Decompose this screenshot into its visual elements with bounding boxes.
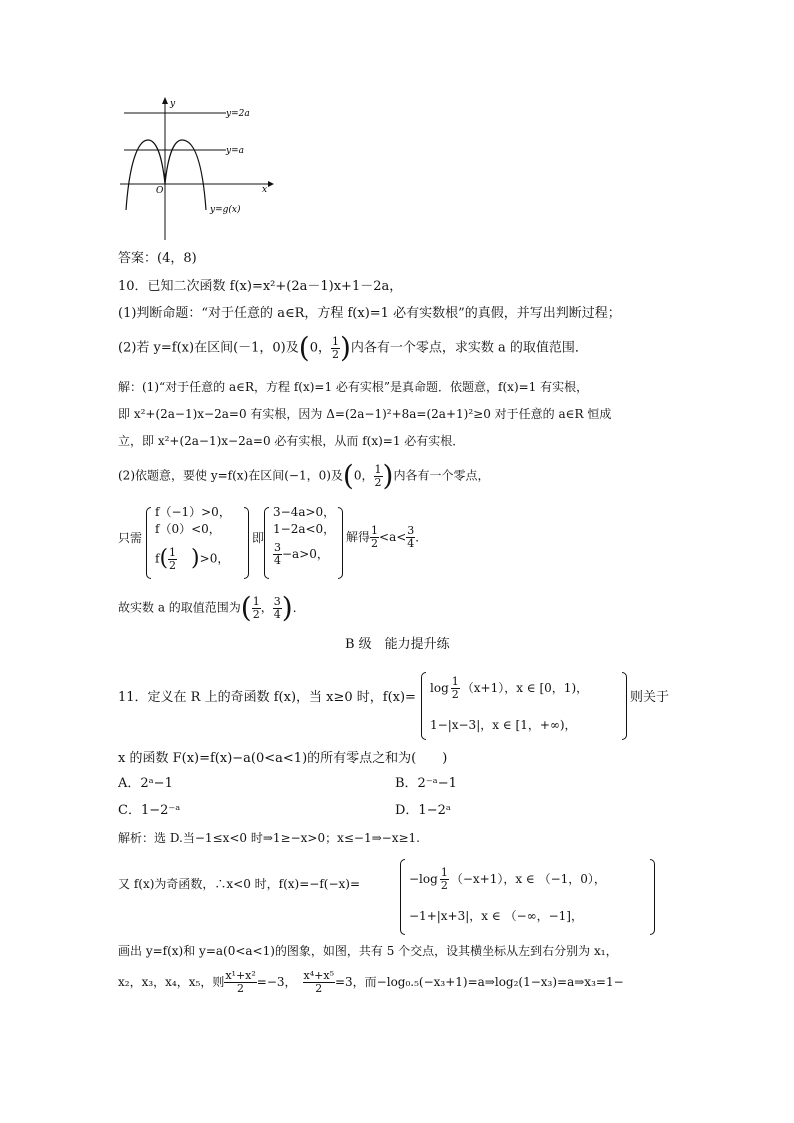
q10-stem: 10．已知二次函数 f(x)=x²+(2a－1)x+1－2a， xyxy=(118,279,403,294)
q10-part2: (2)若 y=f(x)在区间(－1，0)及(0， $\frac{1}{2}$ )内各有一个零点，求实数 a 的取值范围． xyxy=(118,331,588,364)
q10-part2-b: 0， xyxy=(309,340,331,356)
option-b: B．2⁻ᵃ−1 xyxy=(395,776,457,791)
option-c: C．1−2⁻ᵃ xyxy=(118,803,181,818)
origin-label: O xyxy=(156,186,164,196)
q10-part2-a: (2)若 y=f(x)在区间(－1，0)及 xyxy=(118,340,299,356)
fraction-half: $\frac{1}{2}$ xyxy=(331,334,339,361)
sol11-line4: x₂，x₃，x₄，x₅，则 $\frac{\text{x¹+x²}}{2}$ =−3， $\frac{\text{x⁴+x⁵}}{2}$ =3，而−log₀.₅(−x₃+1)=a⇒log₂(1−x₃)=a⇒x₃=1− xyxy=(118,969,624,995)
sol11-line3: 画出 y=f(x)和 y=a(0<a<1)的图象，如图，共有 5 个交点，设其横坐标从左到右分别为 x₁， xyxy=(118,944,618,958)
sol10-line1: 解：(1)“对于任意的 a∈R，方程 f(x)=1 必有实根”是真命题．依题意，f(x)=1 有实根， xyxy=(118,380,589,394)
cond-d1: 3−4a>0， xyxy=(273,505,336,519)
sol10-line2: 即 x²+(2a−1)x−2a=0 有实根，因为 Δ=(2a−1)²+8a=(2a+1)²≥0 对于任意的 a∈R 恒成 xyxy=(118,407,612,421)
q11-stem-a: 11．定义在 R 上的奇函数 f(x)，当 x≥0 时，f(x)= xyxy=(118,690,416,705)
x-axis-label: x xyxy=(262,185,268,195)
cond-1: f（−1）>0， xyxy=(155,505,231,519)
sol11-case2: −1+|x+3|，x ∈ （−∞，−1]， xyxy=(409,909,583,923)
x-axis-arrow xyxy=(268,181,274,187)
sol11-case1: −log $\frac{1}{2}$ （−x+1），x ∈ （−1，0）， xyxy=(409,866,606,892)
answer-9: 答案：(4，8) xyxy=(118,251,197,266)
q11-case2: 1−|x−3|，x ∈ [1，+∞)， xyxy=(430,718,577,732)
q11-stem-c: x 的函数 F(x)=f(x)−a(0<a<1)的所有零点之和为( ) xyxy=(118,751,448,766)
label-y-a: y=a xyxy=(226,146,244,156)
function-graph xyxy=(118,95,278,245)
option-a: A．2ᵃ−1 xyxy=(118,776,173,791)
sol10-final: 故实数 a 的取值范围为( $\frac{1}{2}$ ， $\frac{3}{4}$ )． xyxy=(118,591,305,624)
q11-stem-b: 则关于 xyxy=(630,690,670,705)
y-axis-label: y xyxy=(170,99,176,109)
section-title: B 级 能力提升练 xyxy=(345,637,450,652)
ji: 即 xyxy=(252,531,265,545)
label-y-2a: y=2a xyxy=(226,109,250,119)
sol10-line3: 立，即 x²+(2a−1)x−2a=0 必有实根，从而 f(x)=1 必有实根． xyxy=(118,434,465,448)
q11-case1: log $\frac{1}{2}$ （x+1），x ∈ [0，1)， xyxy=(430,675,589,701)
only-need: 只需 xyxy=(118,531,143,545)
sol11-line2: 又 f(x)为奇函数，∴x<0 时，f(x)=−f(−x)= xyxy=(118,877,361,891)
option-d: D．1−2ᵃ xyxy=(395,803,451,818)
q10-part1: (1)判断命题：“对于任意的 a∈R，方程 f(x)=1 必有实数根”的真假，并写出判断过程； xyxy=(118,306,621,321)
cond-d2: 1−2a<0， xyxy=(273,522,336,536)
q10-part2-c: 内各有一个零点，求实数 a 的取值范围． xyxy=(350,340,588,356)
solve: 解得 $\frac{1}{2}$ <a< $\frac{3}{4}$ ． xyxy=(346,524,428,550)
cond-2: f（0）<0， xyxy=(155,522,221,536)
sol10-line4: (2)依题意，要使 y=f(x)在区间(−1，0)及(0， $\frac{1}{2}$ )内各有一个零点， xyxy=(118,459,490,492)
sol11-line1: 解析：选 D.当−1≤x<0 时⇒1≥−x>0；x≤−1⇒−x≥1. xyxy=(118,831,420,845)
cond-d3: $\frac{3}{4}$ −a>0， xyxy=(274,541,329,567)
cond-3: f( $\frac{1}{2}$ )>0， xyxy=(155,545,230,572)
label-g: y=g(x) xyxy=(210,205,241,215)
y-axis-arrow xyxy=(162,97,168,104)
